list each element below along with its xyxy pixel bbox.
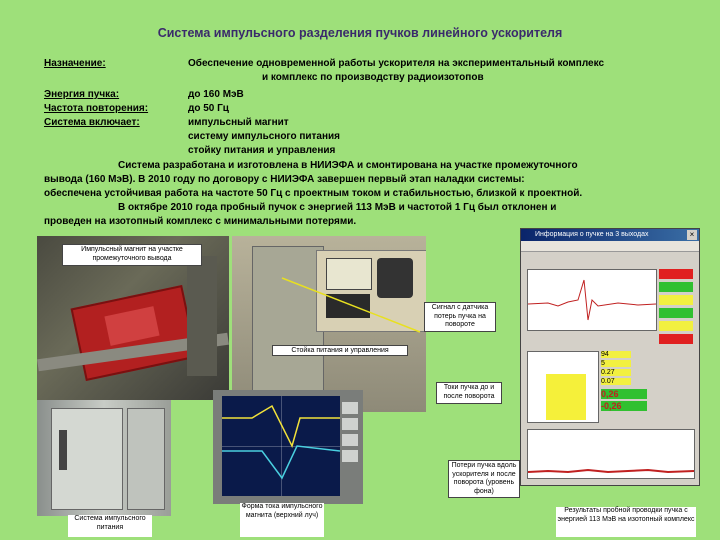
window-title: Информация о пучке на 3 выходах <box>535 231 649 238</box>
magnet-callout: Импульсный магнит на участке промежуточного вывода <box>62 244 202 266</box>
desc-line: проведен на изотопный комплекс с минимальными потерями. <box>44 216 357 227</box>
desc-line: обеспечена устойчивая работа на частоте 50 Гц с проектным током и стабильностью, близкой к проектной. <box>44 188 583 199</box>
rack-callout: Стойка питания и управления <box>272 345 408 356</box>
freq-label: Частота повторения: <box>44 103 149 114</box>
beam-current-after: -0,26 <box>601 401 647 411</box>
includes-item: систему импульсного питания <box>188 131 341 142</box>
beam-loss-plot <box>527 429 695 479</box>
desc-line: вывода (160 МэВ). В 2010 году по договору с НИИЭФА завершен первый этап наладки системы: <box>44 174 525 185</box>
purpose-line2: и комплекс по производству радиоизотопов <box>262 72 484 83</box>
waveform-caption: Форма тока импульсного магнита (верхний луч) <box>240 503 324 537</box>
loss-sensor-plot <box>527 269 657 331</box>
desc-line: В октябре 2010 года пробный пучок с энергией 113 МэВ и частотой 1 Гц был отклонен и <box>118 202 557 213</box>
scope-buttons <box>340 398 360 494</box>
readout-panel <box>601 351 693 421</box>
energy-value: до 160 МэВ <box>188 89 244 100</box>
purpose-label: Назначение: <box>44 58 106 69</box>
beam-current-plot <box>527 351 599 423</box>
close-icon[interactable]: × <box>687 230 697 240</box>
readout-value: 0.27 <box>601 369 631 376</box>
status-panel <box>659 269 693 359</box>
beam-current-before: 0,26 <box>601 389 647 399</box>
window-titlebar[interactable] <box>521 229 699 241</box>
readout-value: 0.07 <box>601 378 631 385</box>
power-caption: Система импульсного питания <box>68 515 152 537</box>
energy-label: Энергия пучка: <box>44 89 120 100</box>
currents-callout: Токи пучка до и после поворота <box>436 382 502 404</box>
page-title: Система импульсного разделения пучков линейного ускорителя <box>157 26 563 40</box>
purpose-line1: Обеспечение одновременной работы ускорителя на экспериментальный комплекс <box>188 58 605 69</box>
includes-item: стойку питания и управления <box>188 145 336 156</box>
beam-info-window <box>520 228 700 486</box>
readout-value: 94 <box>601 351 631 358</box>
sensor-callout: Сигнал с датчика потерь пучка на повороте <box>424 302 496 332</box>
window-menubar <box>521 241 699 252</box>
results-caption: Результаты пробной проводки пучка с энергией 113 МэВ на изотопный комплекс <box>556 507 696 537</box>
includes-item: импульсный магнит <box>188 117 289 128</box>
freq-value: до 50 Гц <box>188 103 229 114</box>
losses-callout: Потери пучка вдоль ускорителя и после поворота (уровень фона) <box>448 460 520 498</box>
callout-lines <box>280 270 430 350</box>
desc-line: Система разработана и изготовлена в НИИЭФА и смонтирована на участке промежуточного <box>118 160 578 171</box>
scope-screen <box>222 396 340 496</box>
power-cabinet-photo <box>37 400 171 516</box>
includes-label: Система включает: <box>44 117 140 128</box>
readout-value: 5 <box>601 360 631 367</box>
